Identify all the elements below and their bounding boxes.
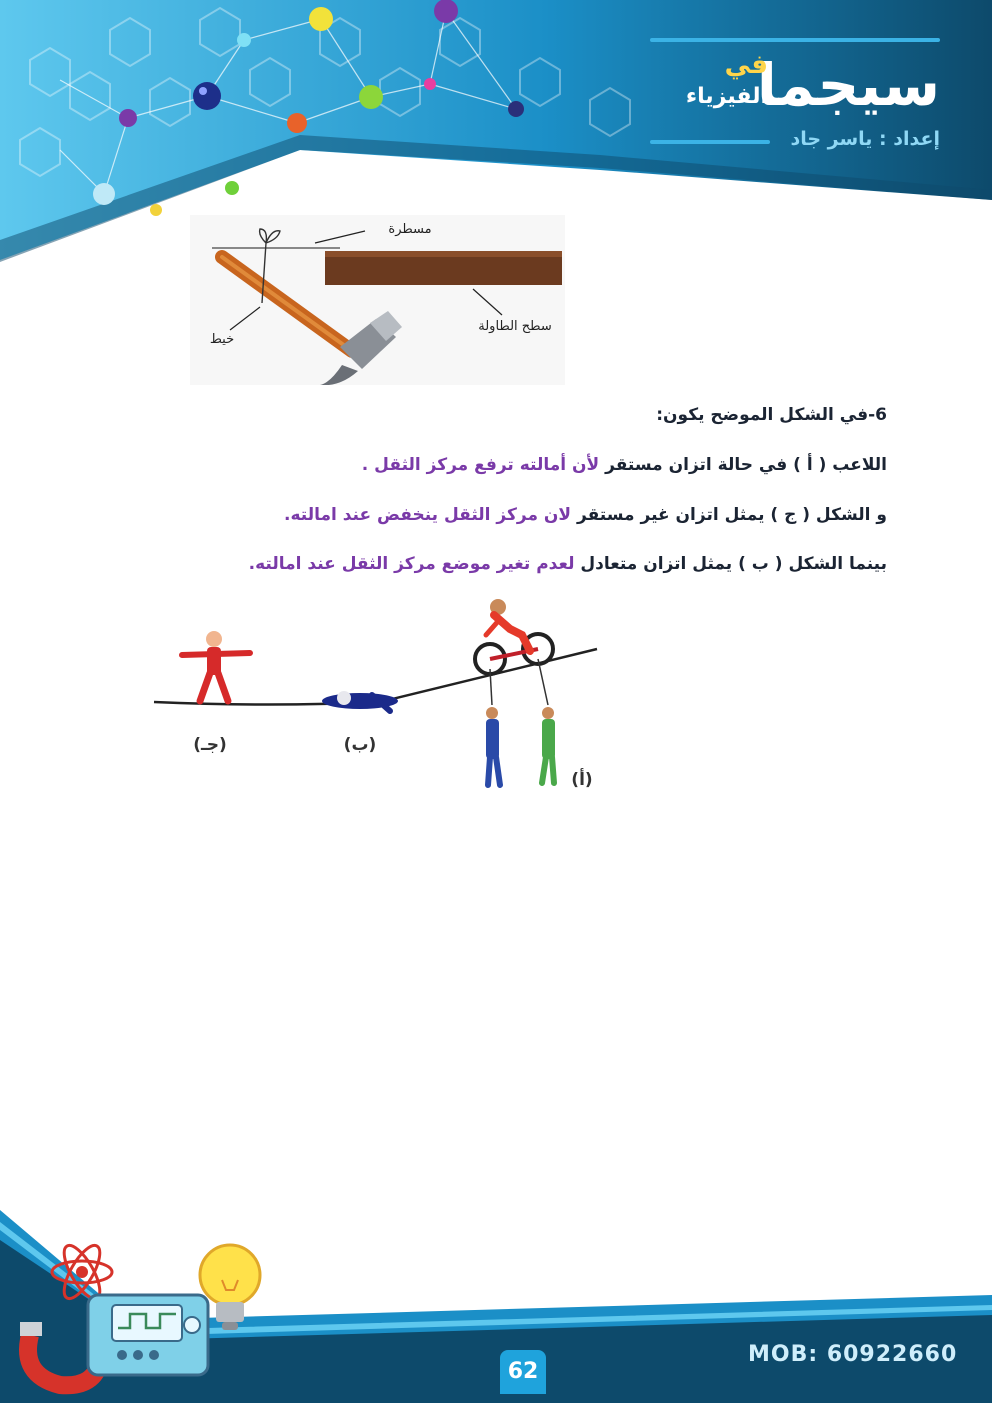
answer-1-highlight: لأن أمالته ترفع مركز الثقل . [361,455,600,475]
figure-a-cyclist [475,599,555,785]
label-string: خيط [209,332,235,347]
balance-figure [150,595,605,795]
answer-1-normal: اللاعب ( أ ) في حالة اتزان مستقر [599,455,887,475]
label-ruler: مسطرة [388,222,432,237]
label-b: (ب) [343,735,377,755]
answer-3-normal: بينما الشكل ( ب ) يمثل اتزان متعادل [574,554,887,574]
label-a: (أ) [571,770,593,790]
answer-line-1 [362,455,887,475]
answer-line-2 [284,505,887,525]
answer-line-3 [249,554,887,574]
question-title: 6-في الشكل الموضح يكون: [656,405,887,425]
answer-2-highlight: لان مركز الثقل ينخفض عند امالته. [283,505,572,525]
label-table: سطح الطاولة [478,319,552,334]
brand-title: سيجما [756,51,940,119]
brand-in: في [724,50,768,80]
brand-top-line [650,38,940,42]
oscilloscope-icon [88,1295,208,1375]
hammer-ruler-figure [190,215,565,385]
brand-subject: الفيزياء [685,84,768,109]
figure-b-lying [322,691,398,711]
footer-banner [0,1200,992,1403]
mobile-number: MOB: 60922660 [748,1342,958,1367]
brand-bottom-line [650,140,770,144]
brand-logo [650,38,940,158]
author-credit: إعداد : ياسر جاد [790,128,940,150]
page-number: 62 [500,1350,546,1394]
answer-3-highlight: لعدم تغير موضع مركز الثقل عند امالته. [248,554,575,574]
answer-2-normal: و الشكل ( ج ) يمثل اتزان غير مستقر [571,505,887,525]
figure-c-walker [182,631,250,701]
label-c: (جـ) [193,735,227,755]
